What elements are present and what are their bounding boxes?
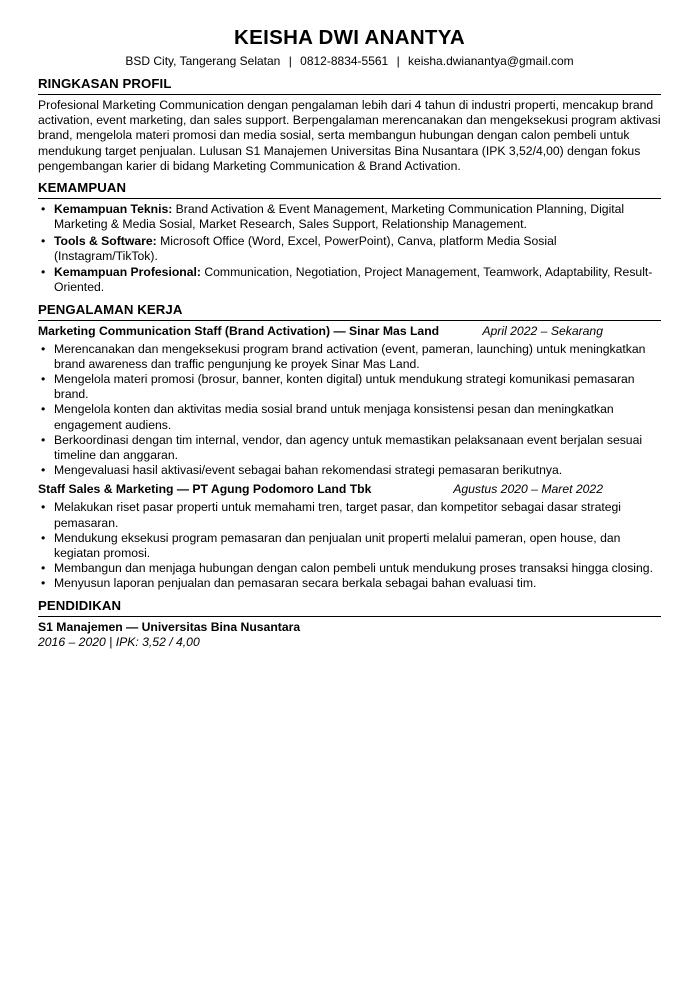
- job-bullet: • Mengelola materi promosi (brosur, banner, konten digital) untuk mendukung strategi komunikasi pemasaran brand.: [38, 372, 661, 402]
- job-bullets: [38, 342, 661, 479]
- skill-label: Kemampuan Teknis:: [54, 202, 173, 217]
- contact-separator: |: [288, 54, 292, 68]
- job-bullet: • Berkoordinasi dengan tim internal, vendor, dan agency untuk memastikan pelaksanaan event berjalan sesuai timeline dan anggaran.: [38, 433, 661, 463]
- section-title-profile: RINGKASAN PROFIL: [38, 76, 661, 95]
- job-date: Agustus 2020 – Maret 2022: [453, 482, 603, 497]
- contact-line: [38, 53, 661, 69]
- contact-phone: 0812-8834-5561: [300, 54, 389, 68]
- skill-label: Tools & Software:: [54, 233, 157, 248]
- skill-item: [38, 202, 661, 232]
- job-title: Marketing Communication Staff (Brand Activation) — Sinar Mas Land: [38, 323, 440, 338]
- job-header: [38, 482, 661, 497]
- job-header: [38, 324, 661, 339]
- skill-text: Microsoft Office (Word, Excel, PowerPoint), Canva, platform Media Sosial (Instagram/TikTok).: [54, 233, 557, 263]
- skill-text: Brand Activation & Event Management, Marketing Communication Planning, Digital Marketing & Media Sosial, Market Research, Sales Support, Relationship Management.: [54, 202, 625, 232]
- skill-item: [38, 265, 661, 295]
- job-bullet: • Mengelola konten dan aktivitas media sosial brand untuk menjaga konsistensi pesan dan meningkatkan engagement audiens.: [38, 402, 661, 432]
- skill-label: Kemampuan Profesional:: [54, 265, 201, 280]
- section-title-skills: KEMAMPUAN: [38, 180, 661, 199]
- education-degree: S1 Manajemen — Universitas Bina Nusantara: [38, 619, 301, 634]
- job-bullet: • Merencanakan dan mengeksekusi program brand activation (event, pameran, launching) untuk meningkatkan brand awareness dan traffic pengunjung ke proyek Sinar Mas Land.: [38, 342, 661, 372]
- skill-item: [38, 234, 661, 264]
- section-title-experience: PENGALAMAN KERJA: [38, 302, 661, 321]
- skill-text: Communication, Negotiation, Project Management, Teamwork, Adaptability, Result-Oriented.: [54, 265, 653, 295]
- job-bullet: • Mengevaluasi hasil aktivasi/event sebagai bahan rekomendasi strategi pemasaran berikutnya.: [38, 463, 661, 478]
- job-bullet: • Melakukan riset pasar properti untuk memahami tren, target pasar, dan kompetitor sebagai dasar strategi pemasaran.: [38, 500, 661, 530]
- skills-list: [38, 202, 661, 296]
- contact-email: keisha.dwianantya@gmail.com: [408, 54, 574, 68]
- contact-location: BSD City, Tangerang Selatan: [125, 54, 281, 68]
- candidate-name: KEISHA DWI ANANTYA: [234, 26, 465, 49]
- job-bullet: • Menyusun laporan penjualan dan pemasaran secara berkala sebagai bahan evaluasi tim.: [38, 576, 661, 591]
- resume-page: [38, 26, 661, 650]
- job-title: Staff Sales & Marketing — PT Agung Podomoro Land Tbk: [38, 482, 372, 497]
- section-title-education: PENDIDIKAN: [38, 598, 661, 617]
- job-bullets: [38, 500, 661, 591]
- job-bullet: • Membangun dan menjaga hubungan dengan calon pembeli untuk mendukung proses transaksi hingga closing.: [38, 561, 661, 576]
- job-bullet: • Mendukung eksekusi program pemasaran dan penjualan unit properti melalui pameran, open house, dan kegiatan promosi.: [38, 531, 661, 561]
- contact-separator: |: [396, 54, 400, 68]
- profile-summary: Profesional Marketing Communication dengan pengalaman lebih dari 4 tahun di industri properti, mencakup brand activation, event marketing, dan sales support. Berpengalaman merencanakan dan mengeksekusi program aktivasi brand, mengelola materi promosi dan media sosial, serta membangun hubungan dengan calon pembeli untuk mendukung target penjualan. Lulusan S1 Manajemen Universitas Bina Nusantara (IPK 3,52/4,00) dengan fokus pengembangan karier di bidang Marketing Communication & Brand Activation.: [38, 98, 661, 173]
- job-date: April 2022 – Sekarang: [482, 323, 603, 338]
- education-meta: 2016 – 2020 | IPK: 3,52 / 4,00: [38, 634, 200, 649]
